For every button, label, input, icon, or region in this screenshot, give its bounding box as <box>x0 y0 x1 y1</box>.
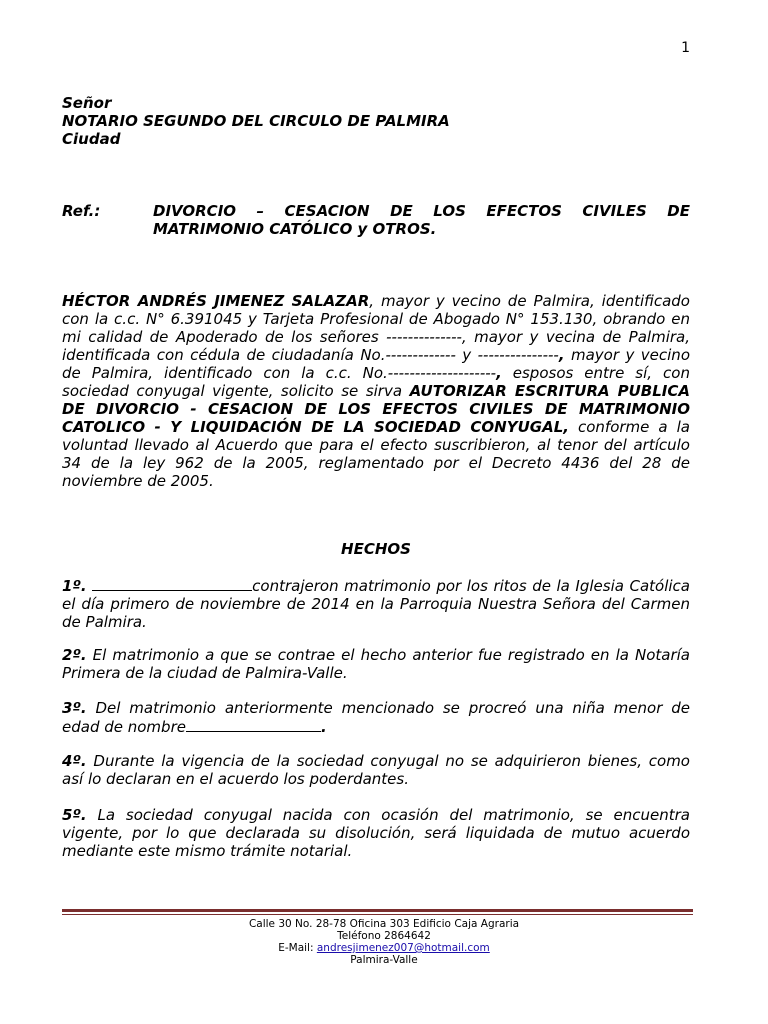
hecho-3-number: 3º. <box>62 699 87 717</box>
footer-phone: Teléfono 2864642 <box>337 930 431 942</box>
hecho-3 <box>62 699 690 736</box>
hecho-4-text: Durante la vigencia de la sociedad conyugal no se adquirieron bienes, como así lo declaran en el acuerdo los poderdantes. <box>62 752 690 788</box>
request-text: AUTORIZAR ESCRITURA PUBLICA DE DIVORCIO - CESACION DE LOS EFECTOS CIVILES DE MATRIMONIO CATOLICO - Y LIQUIDACIÓN DE LA SOCIEDAD CONYUGAL, <box>62 382 690 436</box>
hecho-4-number: 4º. <box>62 752 87 770</box>
blank-line <box>186 717 321 732</box>
hechos-heading: HECHOS <box>341 540 411 558</box>
lawyer-name: HÉCTOR ANDRÉS JIMENEZ SALAZAR <box>62 292 370 310</box>
reference-block <box>62 202 690 238</box>
intro-text-1: , mayor y vecino de Palmira, identificado con la c.c. N° 6.391045 y Tarjeta Profesional de Abogado N° 153.130, obrando en mi calidad de Apoderado de los señores --------------, mayor y vecina de Palmira, identificada con cédula de ciudadanía No.------------- y --------------- <box>62 292 690 364</box>
hecho-5 <box>62 806 690 860</box>
hecho-1-number: 1º. <box>62 577 87 595</box>
hecho-2 <box>62 646 690 682</box>
hecho-2-text: El matrimonio a que se contrae el hecho anterior fue registrado en la Notaría Primera de la ciudad de Palmira-Valle. <box>62 646 690 682</box>
intro-paragraph <box>62 292 690 490</box>
reference-text: DIVORCIO – CESACION DE LOS EFECTOS CIVILES DE MATRIMONIO CATÓLICO y OTROS. <box>153 202 690 238</box>
hecho-4 <box>62 752 690 788</box>
hecho-1-text: contrajeron matrimonio por los ritos de la Iglesia Católica el día primero de noviembre de 2014 en la Parroquia Nuestra Señora del Carmen de Palmira. <box>62 577 690 631</box>
hecho-1 <box>62 576 690 631</box>
footer-divider-thin <box>62 914 693 915</box>
reference-label: Ref.: <box>62 202 101 220</box>
footer-email-line <box>0 942 768 954</box>
addressee-title: NOTARIO SEGUNDO DEL CIRCULO DE PALMIRA <box>62 112 450 130</box>
intro-text-3: esposos entre sí, con sociedad conyugal vigente, solicito se sirva <box>62 364 690 400</box>
footer-email-label: E-Mail: <box>278 942 317 954</box>
footer-address: Calle 30 No. 28-78 Oficina 303 Edificio Caja Agraria <box>248 918 520 930</box>
addressee-block <box>62 94 690 148</box>
footer <box>0 918 768 966</box>
footer-divider-thick <box>62 909 693 912</box>
intro-comma-1: , <box>558 346 565 364</box>
hecho-3-end: . <box>320 718 327 736</box>
hecho-2-number: 2º. <box>62 646 87 664</box>
hecho-5-number: 5º. <box>62 806 87 824</box>
page-number: 1 <box>681 40 690 56</box>
hecho-3-text: Del matrimonio anteriormente mencionado se procreó una niña menor de edad de nombre <box>62 699 690 736</box>
addressee-city: Ciudad <box>62 130 121 148</box>
intro-text-2: mayor y vecino de Palmira, identificado con la c.c. No.-------------------- <box>62 346 690 382</box>
addressee-salutation: Señor <box>62 94 112 112</box>
footer-email-link[interactable]: andresjimenez007@hotmail.com <box>316 942 490 954</box>
footer-city: Palmira-Valle <box>350 954 418 966</box>
intro-comma-2: , <box>496 364 502 382</box>
hecho-5-text: La sociedad conyugal nacida con ocasión del matrimonio, se encuentra vigente, por lo que declarada su disolución, será liquidada de mutuo acuerdo mediante este mismo trámite notarial. <box>62 806 690 860</box>
blank-line <box>92 576 252 591</box>
intro-text-4: conforme a la voluntad llevado al Acuerdo que para el efecto suscribieron, al tenor del artículo 34 de la ley 962 de la 2005, reglamentado por el Decreto 4436 del 28 de noviembre de 2005. <box>62 418 690 490</box>
